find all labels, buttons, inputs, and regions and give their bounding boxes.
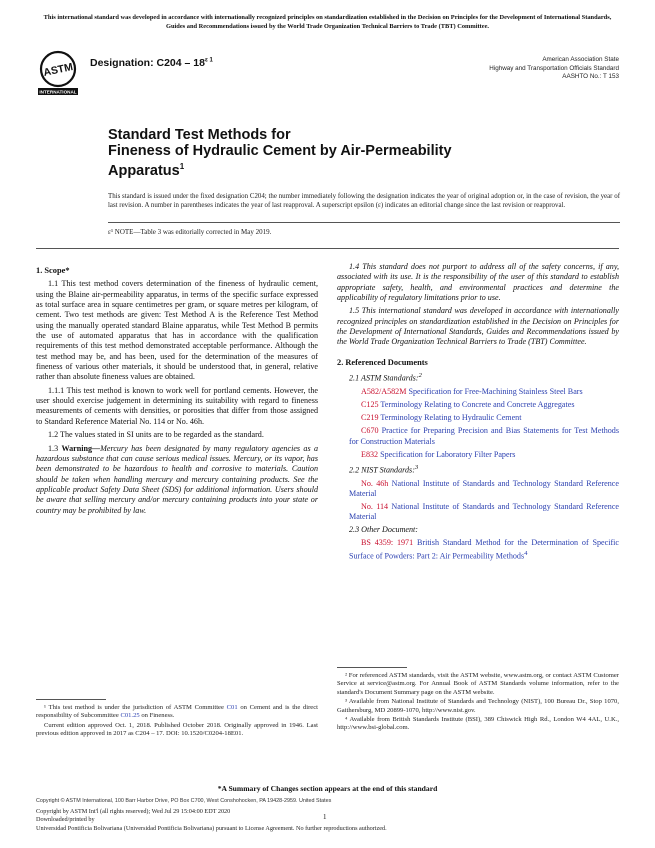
summary-of-changes-note: *A Summary of Changes section appears at the end of this standard [217, 784, 438, 793]
designation-epsilon: ε 1 [204, 57, 213, 64]
reference-title-link[interactable]: National Institute of Standards and Technology Standard Reference Material [349, 478, 619, 498]
reference-code-link[interactable]: No. 46h [361, 478, 389, 488]
title-line1: Standard Test Methods for [108, 127, 291, 143]
refdocs-heading: 2. Referenced Documents [337, 357, 428, 367]
reference-title-link[interactable]: National Institute of Standards and Technology Standard Reference Material [349, 501, 619, 521]
reference-item [337, 450, 619, 460]
left-column [36, 266, 318, 519]
aashto-info [379, 56, 619, 82]
aashto-line2: Highway and Transportation Officials Standard [489, 64, 619, 72]
reference-title-link[interactable]: Practice for Preparing Precision and Bias Statements for Test Methods for Construction Materials [349, 426, 619, 446]
editorial-note: ε¹ NOTE—Table 3 was editorially corrected in May 2019. [108, 228, 272, 236]
other-document-subheading: 2.3 Other Document: [349, 525, 419, 535]
reference-item [337, 479, 619, 499]
download-line2: Downloaded/printed by [36, 816, 95, 824]
download-line1: Copyright by ASTM Int'l (all rights reserved); Wed Jul 29 15:04:00 EDT 2020 [36, 808, 231, 815]
paragraph-1-1: 1.1 This test method covers determination of the fineness of hydraulic cement, using the Blaine air-permeability apparatus, in terms of the specific surface expressed as total surface area in square centimetres per gram, or square metres per kilogram, of cement. Two test methods are given: Test Method A is the Reference Test Method using the manually operated standard Blaine apparatus, while Test Method B permits the use of automated apparatus that has in accordance with the qualification requirements of this test method demonstrated acceptable performance. Although the test method may be, and has been, used for the determination of the measures of fineness of various other materials, it should be understood that, in general, relative rather than absolute fineness values are obtained. [36, 279, 318, 382]
paragraph-1-5: 1.5 This international standard was developed in accordance with internationally recognized principles on standardization established in the Decision on Principles for the Development of International Standards, Guides and Recommendations issued by the World Trade Organization Technical Barriers to Trade (TBT) Committee. [337, 306, 619, 347]
reference-code-link[interactable]: BS 4359: 1971 [361, 538, 414, 548]
reference-code-link[interactable]: A582/A582M [361, 387, 407, 397]
designation-label: Designation: C204 – 18 [90, 57, 205, 69]
paragraph-1-3 [36, 444, 318, 516]
reference-code-link[interactable]: E832 [361, 449, 379, 459]
designation [90, 57, 213, 69]
paragraph-number: 1.3 [48, 443, 59, 453]
footnote-divider [36, 699, 106, 700]
reference-item [337, 387, 619, 397]
aashto-line3: AASHTO No.: T 153 [562, 73, 619, 81]
footnote-2: ² For referenced ASTM standards, visit the ASTM website, www.astm.org, or contact ASTM Customer Service at service@astm.org. For Annual Book of ASTM Standards volume information, refer to the standard's Document Summary page on the ASTM website. [337, 672, 619, 696]
footnote-3: ³ Available from National Institute of Standards and Technology (NIST), 100 Bureau Dr., Stop 1070, Gaithersburg, MD 20899-1070, http://www.nist.gov. [337, 698, 619, 714]
page-number: 1 [323, 813, 327, 821]
aashto-line1: American Association State [542, 56, 619, 63]
scope-heading: 1. Scope* [36, 266, 70, 275]
astm-reference-list [337, 387, 619, 460]
committee-link[interactable]: C01 [226, 704, 238, 711]
subcommittee-link[interactable]: C01.25 [120, 712, 140, 720]
reference-item [337, 413, 619, 423]
document-title [108, 127, 528, 179]
reference-code-link[interactable]: C219 [361, 413, 379, 423]
other-reference-list [337, 538, 619, 561]
download-info [36, 808, 387, 833]
title-line3: Apparatus [108, 162, 180, 179]
issued-notice: This standard is issued under the fixed designation C204; the number immediately following the designation indicates the year of original adoption or, in the case of revision, the year of last revision. A number in parentheses indicates the year of last reapproval. A superscript epsilon (ε) indicates an editorial change since the last revision or reapproval. [108, 193, 620, 209]
reference-title-link[interactable]: British Standard Method for the Determination of Specific Surface of Powders: Part 2: Air Permeability Methods [349, 538, 619, 561]
right-column [337, 262, 619, 564]
reference-item [337, 502, 619, 522]
copyright-line: Copyright © ASTM International, 100 Barr Harbor Drive, PO Box C700, West Conshohocken, PA 19428-2959. United States [36, 798, 332, 804]
footnote-ref[interactable]: 3 [414, 463, 419, 471]
footnote-4: ⁴ Available from British Standards Institute (BSI), 389 Chiswick High Rd., London W4 4AL, U.K., http://www.bsi-global.com. [337, 716, 619, 732]
reference-item [337, 400, 619, 410]
divider [36, 248, 619, 249]
nist-reference-list [337, 479, 619, 522]
paragraph-1-2: 1.2 The values stated in SI units are to be regarded as the standard. [48, 430, 264, 440]
astm-logo-icon [36, 50, 80, 98]
reference-title-link[interactable]: Terminology Relating to Hydraulic Cement [378, 413, 522, 423]
title-line2: Fineness of Hydraulic Cement by Air-Permeability [108, 143, 452, 159]
footnote-1-edition: Current edition approved Oct. 1, 2018. Published October 2018. Originally approved in 1946. Last previous edition approved in 2017 as C204 – 17. DOI: 10.1520/C0204-18E01. [36, 721, 318, 738]
right-footnotes [337, 672, 619, 734]
reference-title-link[interactable]: Specification for Laboratory Filter Papers [378, 449, 516, 459]
logo-text: ASTM [42, 61, 75, 79]
logo-subtext: INTERNATIONAL [39, 89, 77, 95]
reference-code-link[interactable]: C670 [361, 426, 379, 436]
footnote-1: ¹ This test method is under the jurisdiction of ASTM Committee C01 on Cement and is the direct responsibility of Subcommittee C01.25 on Fineness. [36, 704, 318, 720]
reference-code-link[interactable]: C125 [361, 400, 379, 410]
footnote-ref[interactable]: 4 [524, 549, 528, 557]
divider [108, 222, 620, 223]
title-footnote-ref[interactable]: 1 [179, 162, 185, 171]
warning-label: Warning— [61, 443, 101, 453]
paragraph-1-1-1: 1.1.1 This test method is known to work well for portland cements. However, the user should exercise judgement in determining its suitability with regard to fineness measurements of cements with densities, or porosities that differ from those assigned to Standard Reference Material No. 114 or No. 46h. [36, 385, 318, 426]
astm-standards-subheading: 2.1 ASTM Standards:$^2$ [349, 372, 422, 383]
paragraph-1-4: 1.4 This standard does not purport to address all of the safety concerns, if any, associated with its use. It is the responsibility of the user of this standard to establish appropriate safety, health, and environmental practices and determine the applicability of regulatory limitations prior to use. [337, 262, 619, 303]
left-footnotes [36, 704, 318, 740]
reference-item [337, 538, 619, 561]
reference-title-link[interactable]: Terminology Relating to Concrete and Concrete Aggregates [378, 400, 575, 410]
top-notice: This international standard was developed in accordance with internationally recognized principles on standardization established in the Decision on Principles for the Development of International Standards, Guides and Recommendations issued by the World Trade Organization Technical Barriers to Trade (TBT) Committee. [43, 14, 612, 30]
reference-item [337, 426, 619, 446]
reference-code-link[interactable]: No. 114 [361, 501, 389, 511]
footnote-ref[interactable]: 2 [418, 372, 422, 380]
reference-title-link[interactable]: Specification for Free-Machining Stainless Steel Bars [406, 387, 583, 397]
download-line3: Universidad Pontificia Bolivariana (Universidad Pontificia Bolivariana) pursuant to License Agreement. No further reproductions authorized. [36, 824, 387, 832]
footnote-divider [337, 667, 407, 668]
warning-text: Mercury has been designated by many regulatory agencies as a hazardous substance that can cause serious medical issues. Mercury, or its vapor, has been demonstrated to be hazardous to health and corrosive to materials. Caution should be taken when handling mercury and mercury containing products. See the applicable product Safety Data Sheet (SDS) for additional information. Users should be aware that selling mercury and/or mercury containing products into your state or country may be prohibited by law. [36, 443, 318, 515]
nist-standards-subheading: 2.2 NIST Standards:$^3$ [349, 463, 419, 475]
